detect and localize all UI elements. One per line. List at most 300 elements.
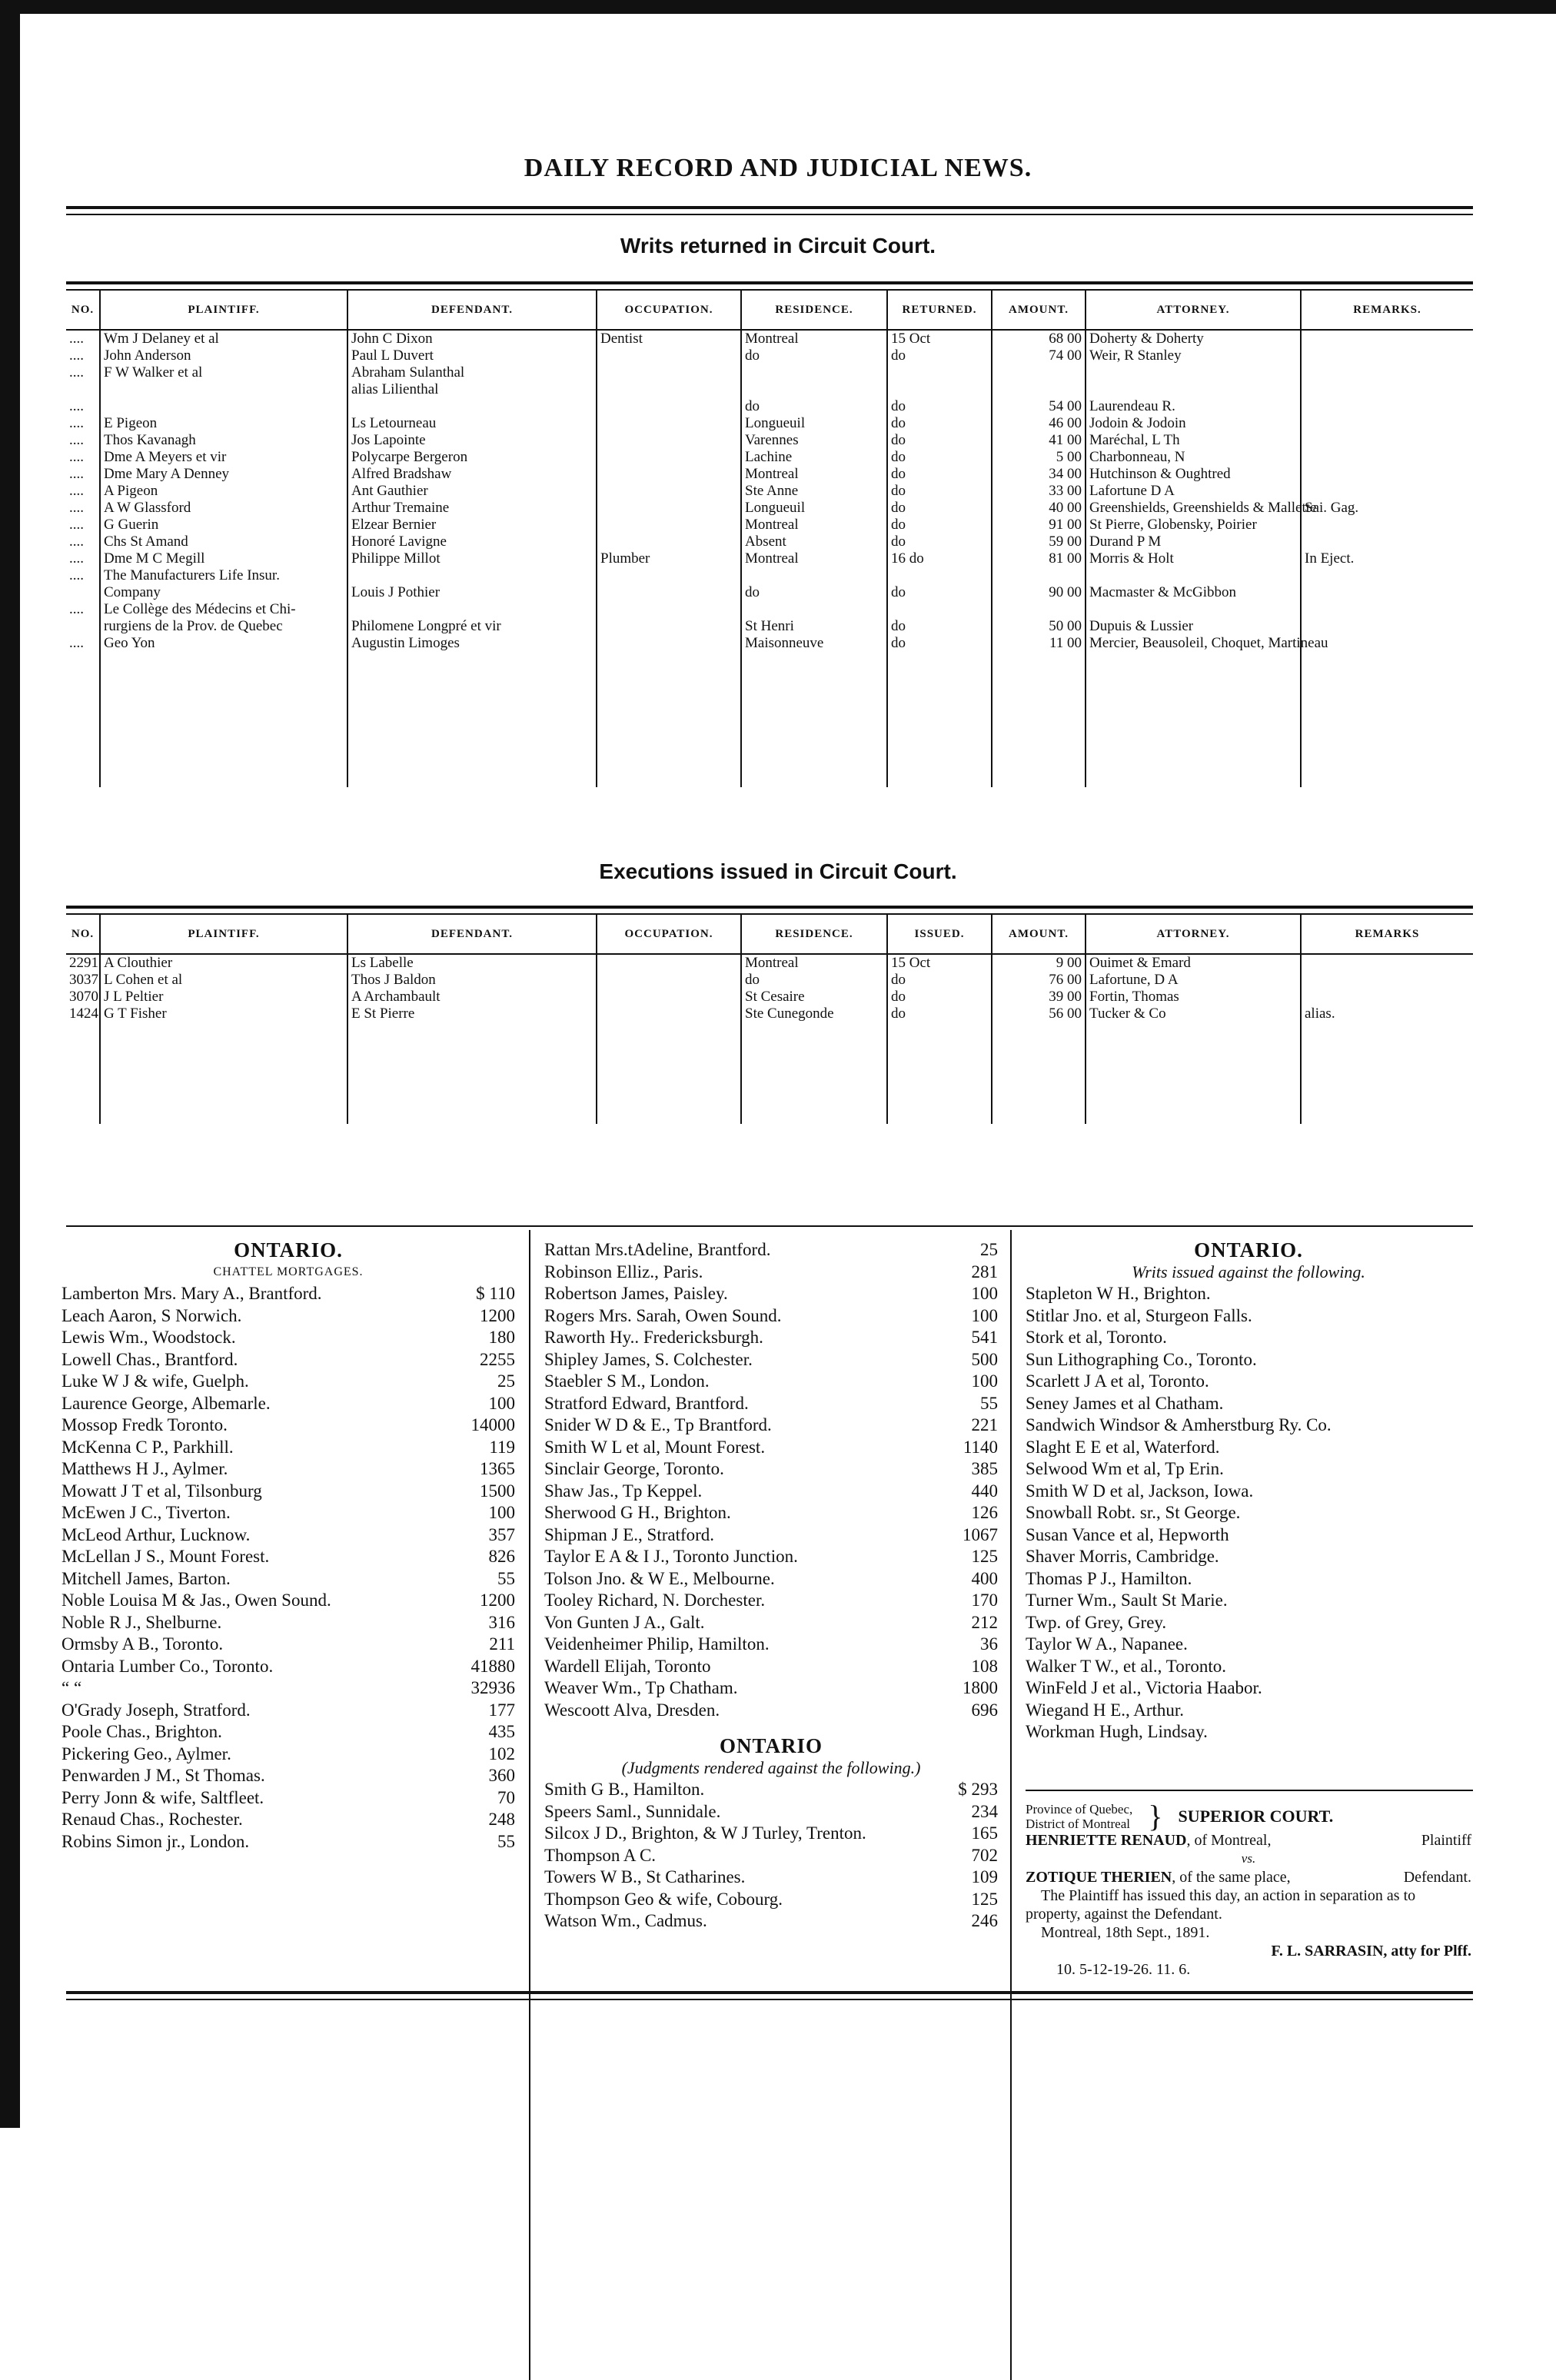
- table-cell: Mercier, Beausoleil, Choquet, Martineau: [1086, 635, 1301, 652]
- table-cell: [741, 364, 887, 381]
- table-cell: 11 00: [992, 635, 1086, 652]
- entry-name: Slaght E E et al, Waterford.: [1026, 1437, 1220, 1457]
- entry-name: Thompson A C.: [544, 1845, 657, 1865]
- list-item: [1026, 1481, 1471, 1503]
- table-cell: E Pigeon: [100, 415, 347, 432]
- table-cell: Paul L Duvert: [347, 347, 597, 364]
- table-cell: Philomene Longpré et vir: [347, 618, 597, 635]
- table-row: [66, 1006, 1473, 1022]
- entry-amount: 100: [971, 1305, 998, 1325]
- blank-cell: [1086, 720, 1301, 736]
- blank-cell: [1301, 753, 1473, 770]
- list-item: [544, 1481, 998, 1503]
- table-cell: [597, 635, 741, 652]
- list-item: [62, 1437, 515, 1459]
- list-item: [544, 1414, 998, 1437]
- list-item: [62, 1743, 515, 1766]
- table-cell: 40 00: [992, 500, 1086, 517]
- entry-amount: 100: [971, 1284, 998, 1303]
- list-item: [1026, 1371, 1471, 1393]
- table-cell: The Manufacturers Life Insur.: [100, 567, 347, 584]
- defendant-residence: , of the same place,: [1172, 1869, 1291, 1886]
- entry-name: Perry Jonn & wife, Saltfleet.: [62, 1787, 264, 1807]
- table-cell: [597, 601, 741, 618]
- entry-name: Staebler S M., London.: [544, 1371, 710, 1391]
- ontario-writs-column: [1026, 1239, 1471, 1743]
- blank-cell: [100, 703, 347, 720]
- blank-cell: [887, 1107, 992, 1124]
- blank-row: [66, 736, 1473, 753]
- table-cell: Louis J Pothier: [347, 584, 597, 601]
- table-cell: [1301, 534, 1473, 550]
- list-item: [62, 1568, 515, 1591]
- table-cell: J L Peltier: [100, 989, 347, 1006]
- entry-name: Lamberton Mrs. Mary A., Brantford.: [62, 1284, 322, 1303]
- table-cell: Montreal: [741, 466, 887, 483]
- list-item: [62, 1327, 515, 1349]
- entry-name: Sinclair George, Toronto.: [544, 1459, 724, 1478]
- table-cell: alias Lilienthal: [347, 381, 597, 398]
- table-cell: do: [887, 432, 992, 449]
- blank-cell: [887, 686, 992, 703]
- table-cell: [597, 415, 741, 432]
- entry-name: Tooley Richard, N. Dorchester.: [544, 1591, 766, 1610]
- insertion-codes: 10. 5-12-19-26. 11. 6.: [1056, 1961, 1191, 1978]
- table-cell: St Henri: [741, 618, 887, 635]
- executions-section-title: Executions issued in Circuit Court.: [599, 859, 957, 883]
- list-item: [62, 1371, 515, 1393]
- table-cell: Alfred Bradshaw: [347, 466, 597, 483]
- table-cell: [100, 398, 347, 415]
- column-header: PLAINTIFF.: [100, 291, 347, 330]
- blank-cell: [741, 720, 887, 736]
- blank-row: [66, 1090, 1473, 1107]
- list-item: [62, 1590, 515, 1612]
- list-item: [62, 1677, 515, 1700]
- table-cell: 41 00: [992, 432, 1086, 449]
- table-cell: Augustin Limoges: [347, 635, 597, 652]
- table-cell: [1301, 330, 1473, 347]
- list-item: [544, 1261, 998, 1284]
- table-cell: [597, 954, 741, 972]
- blank-cell: [66, 1090, 100, 1107]
- table-cell: do: [887, 1006, 992, 1022]
- blank-cell: [100, 1022, 347, 1039]
- entry-name: Smith G B., Hamilton.: [544, 1780, 705, 1799]
- table-cell: Maisonneuve: [741, 635, 887, 652]
- entry-name: Ormsby A B., Toronto.: [62, 1634, 224, 1654]
- list-item: [544, 1656, 998, 1678]
- table-cell: Dme A Meyers et vir: [100, 449, 347, 466]
- table-cell: In Eject.: [1301, 550, 1473, 567]
- table-cell: 15 Oct: [887, 954, 992, 972]
- blank-cell: [347, 1107, 597, 1124]
- table-cell: 15 Oct: [887, 330, 992, 347]
- column-header: DEFENDANT.: [347, 291, 597, 330]
- blank-cell: [741, 1056, 887, 1073]
- entry-name: Robertson James, Paisley.: [544, 1284, 728, 1303]
- table-cell: Wm J Delaney et al: [100, 330, 347, 347]
- table-cell: [1301, 449, 1473, 466]
- blank-row: [66, 669, 1473, 686]
- blank-cell: [992, 1073, 1086, 1090]
- list-item: [1026, 1283, 1471, 1305]
- table-cell: A Clouthier: [100, 954, 347, 972]
- entry-amount: 100: [488, 1393, 515, 1413]
- table-cell: [992, 567, 1086, 584]
- blank-cell: [1301, 1073, 1473, 1090]
- jurisdiction-block: [1026, 1802, 1132, 1831]
- entry-name: Workman Hugh, Lindsay.: [1026, 1722, 1208, 1741]
- entry-amount: 360: [488, 1766, 515, 1785]
- entry-name: Stork et al, Toronto.: [1026, 1328, 1167, 1347]
- blank-cell: [992, 669, 1086, 686]
- blank-cell: [1301, 770, 1473, 787]
- blank-cell: [100, 652, 347, 669]
- table-cell: Dme Mary A Denney: [100, 466, 347, 483]
- blank-cell: [347, 720, 597, 736]
- list-item: [1026, 1700, 1471, 1722]
- blank-cell: [597, 1107, 741, 1124]
- blank-cell: [887, 669, 992, 686]
- blank-row: [66, 753, 1473, 770]
- list-item: [1026, 1677, 1471, 1700]
- entry-amount: 55: [497, 1568, 515, 1588]
- blank-cell: [66, 669, 100, 686]
- list-item: [544, 1590, 998, 1612]
- table-cell: Lachine: [741, 449, 887, 466]
- entry-name: Pickering Geo., Aylmer.: [62, 1743, 231, 1763]
- table-cell: Honoré Lavigne: [347, 534, 597, 550]
- table-row: [66, 466, 1473, 483]
- blank-cell: [887, 736, 992, 753]
- entry-amount: 14000: [470, 1415, 515, 1434]
- entry-name: Noble R J., Shelburne.: [62, 1612, 222, 1632]
- table-cell: Philippe Millot: [347, 550, 597, 567]
- list-item: [62, 1831, 515, 1853]
- blank-cell: [887, 720, 992, 736]
- table-row: [66, 954, 1473, 972]
- table-cell: 68 00: [992, 330, 1086, 347]
- blank-cell: [347, 686, 597, 703]
- table-cell: Ant Gauthier: [347, 483, 597, 500]
- list-item: [62, 1656, 515, 1678]
- table-cell: [597, 347, 741, 364]
- list-item: [62, 1502, 515, 1524]
- table-cell: ....: [69, 331, 84, 347]
- entry-amount: 177: [488, 1700, 515, 1720]
- list-item: [62, 1634, 515, 1656]
- table-cell: 74 00: [992, 347, 1086, 364]
- entry-name: Stratford Edward, Brantford.: [544, 1393, 749, 1413]
- blank-cell: [992, 1039, 1086, 1056]
- table-cell: Absent: [741, 534, 887, 550]
- table-cell: [741, 567, 887, 584]
- blank-cell: [66, 686, 100, 703]
- blank-cell: [887, 1073, 992, 1090]
- blank-cell: [1086, 1090, 1301, 1107]
- blank-cell: [1301, 1090, 1473, 1107]
- table-cell: 33 00: [992, 483, 1086, 500]
- entry-amount: 1200: [480, 1305, 515, 1325]
- plaintiff-label: Plaintiff: [1421, 1832, 1471, 1849]
- table-cell: [597, 567, 741, 584]
- table-row: [66, 534, 1473, 550]
- table-cell: [66, 584, 100, 601]
- table-cell: [597, 483, 741, 500]
- blank-cell: [887, 753, 992, 770]
- entry-name: Twp. of Grey, Grey.: [1026, 1612, 1167, 1632]
- table-cell: [597, 398, 741, 415]
- table-cell: Jos Lapointe: [347, 432, 597, 449]
- table-cell: [597, 449, 741, 466]
- table-cell: Plumber: [597, 550, 741, 567]
- attorney-signature: F. L. SARRASIN, atty for Plff.: [1271, 1943, 1471, 1960]
- blank-cell: [347, 1090, 597, 1107]
- blank-cell: [66, 652, 100, 669]
- table-cell: do: [887, 972, 992, 989]
- table-cell: Abraham Sulanthal: [347, 364, 597, 381]
- list-item: [544, 1634, 998, 1656]
- table-cell: Ouimet & Emard: [1086, 954, 1301, 972]
- table-cell: 5 00: [992, 449, 1086, 466]
- table-cell: Le Collège des Médecins et Chi-: [100, 601, 347, 618]
- table-cell: [66, 618, 100, 635]
- list-item: [1026, 1721, 1471, 1743]
- table-cell: [66, 381, 100, 398]
- entry-amount: 826: [488, 1547, 515, 1566]
- list-item: [544, 1568, 998, 1591]
- table-cell: [1301, 601, 1473, 618]
- entry-name: Noble Louisa M & Jas., Owen Sound.: [62, 1591, 331, 1610]
- table-cell: Thos J Baldon: [347, 972, 597, 989]
- list-item: [1026, 1502, 1471, 1524]
- table-cell: Company: [100, 584, 347, 601]
- table-cell: [347, 567, 597, 584]
- entry-name: Selwood Wm et al, Tp Erin.: [1026, 1459, 1224, 1478]
- blank-cell: [597, 686, 741, 703]
- table-cell: ....: [69, 398, 84, 414]
- table-cell: [1301, 989, 1473, 1006]
- column-header: AMOUNT.: [992, 915, 1086, 954]
- table-cell: [597, 989, 741, 1006]
- blank-cell: [1301, 1056, 1473, 1073]
- blank-cell: [741, 652, 887, 669]
- blank-cell: [597, 1090, 741, 1107]
- entry-name: Ontaria Lumber Co., Toronto.: [62, 1656, 274, 1676]
- entry-name: Renaud Chas., Rochester.: [62, 1810, 243, 1829]
- entry-name: O'Grady Joseph, Stratford.: [62, 1700, 251, 1720]
- blank-row: [66, 1073, 1473, 1090]
- blank-cell: [597, 1039, 741, 1056]
- table-cell: Charbonneau, N: [1086, 449, 1301, 466]
- table-cell: 76 00: [992, 972, 1086, 989]
- table-cell: 34 00: [992, 466, 1086, 483]
- entry-name: McLellan J S., Mount Forest.: [62, 1547, 270, 1566]
- blank-cell: [597, 770, 741, 787]
- blank-row: [66, 703, 1473, 720]
- table-cell: do: [887, 517, 992, 534]
- table-cell: ....: [69, 364, 84, 381]
- table-cell: [347, 601, 597, 618]
- blank-cell: [741, 753, 887, 770]
- list-item: [62, 1700, 515, 1722]
- table-cell: John Anderson: [100, 347, 347, 364]
- list-item: [1026, 1458, 1471, 1481]
- table-cell: [887, 364, 992, 381]
- table-cell: [1301, 432, 1473, 449]
- table-cell: Lafortune, D A: [1086, 972, 1301, 989]
- blank-cell: [887, 1039, 992, 1056]
- table-row: [66, 635, 1473, 652]
- table-cell: 3070: [69, 989, 98, 1005]
- table-cell: [1301, 466, 1473, 483]
- list-item: [62, 1721, 515, 1743]
- entry-name: McKenna C P., Parkhill.: [62, 1437, 234, 1457]
- column-divider-1: [529, 1230, 530, 2380]
- ontario-writs-heading: ONTARIO.: [1194, 1238, 1303, 1261]
- blank-cell: [1301, 1107, 1473, 1124]
- table-cell: Ls Labelle: [347, 954, 597, 972]
- entry-amount: 36: [980, 1634, 998, 1654]
- list-item: [544, 1239, 998, 1261]
- table-cell: Jodoin & Jodoin: [1086, 415, 1301, 432]
- column-header: ATTORNEY.: [1086, 915, 1301, 954]
- entry-name: Shaw Jas., Tp Keppel.: [544, 1481, 703, 1501]
- table-cell: Tucker & Co: [1086, 1006, 1301, 1022]
- blank-cell: [992, 686, 1086, 703]
- blank-cell: [347, 770, 597, 787]
- blank-cell: [1086, 669, 1301, 686]
- table-cell: 46 00: [992, 415, 1086, 432]
- list-item: [544, 1910, 998, 1933]
- list-item: [1026, 1393, 1471, 1415]
- list-item: [544, 1305, 998, 1328]
- list-item: [544, 1327, 998, 1349]
- entry-amount: 100: [971, 1371, 998, 1391]
- entry-name: Taylor W A., Napanee.: [1026, 1634, 1188, 1654]
- table-cell: Durand P M: [1086, 534, 1301, 550]
- blank-cell: [100, 1039, 347, 1056]
- blank-cell: [66, 753, 100, 770]
- entry-name: Wardell Elijah, Toronto: [544, 1656, 711, 1676]
- table-row: [66, 330, 1473, 347]
- table-row: [66, 432, 1473, 449]
- blank-cell: [100, 1090, 347, 1107]
- blank-cell: [597, 703, 741, 720]
- superior-court-title: SUPERIOR COURT.: [1178, 1807, 1334, 1826]
- table-cell: do: [887, 618, 992, 635]
- table-cell: 59 00: [992, 534, 1086, 550]
- blank-cell: [66, 720, 100, 736]
- list-item: [62, 1524, 515, 1547]
- blank-cell: [347, 736, 597, 753]
- table-cell: ....: [69, 550, 84, 567]
- scan-border-left: [0, 0, 20, 2128]
- list-item: [1026, 1524, 1471, 1547]
- table-cell: Montreal: [741, 550, 887, 567]
- list-item: [544, 1393, 998, 1415]
- table-cell: 50 00: [992, 618, 1086, 635]
- blank-cell: [347, 669, 597, 686]
- blank-cell: [741, 770, 887, 787]
- table-cell: do: [887, 584, 992, 601]
- entry-name: Shipman J E., Stratford.: [544, 1524, 715, 1544]
- table-cell: Polycarpe Bergeron: [347, 449, 597, 466]
- ontario-middle-column: [544, 1239, 998, 1933]
- entry-amount: 108: [971, 1656, 998, 1676]
- blank-cell: [347, 753, 597, 770]
- column-header: NO.: [66, 915, 100, 954]
- table-cell: St Pierre, Globensky, Poirier: [1086, 517, 1301, 534]
- entry-amount: 25: [980, 1240, 998, 1259]
- list-item: [62, 1612, 515, 1634]
- entry-name: Speers Saml., Sunnidale.: [544, 1801, 721, 1821]
- table-row: [66, 618, 1473, 635]
- list-item: [544, 1612, 998, 1634]
- blank-cell: [992, 1056, 1086, 1073]
- entry-amount: 126: [971, 1503, 998, 1522]
- table-cell: do: [741, 347, 887, 364]
- blank-cell: [1301, 669, 1473, 686]
- table-cell: 81 00: [992, 550, 1086, 567]
- entry-amount: 500: [971, 1349, 998, 1369]
- table-cell: Greenshields, Greenshields & Mallette: [1086, 500, 1301, 517]
- list-item: [1026, 1568, 1471, 1591]
- writs-section-title: Writs returned in Circuit Court.: [620, 234, 936, 258]
- blank-cell: [100, 1056, 347, 1073]
- table-cell: [1086, 364, 1301, 381]
- blank-cell: [1301, 736, 1473, 753]
- entry-amount: 102: [488, 1743, 515, 1763]
- defendant-name: ZOTIQUE THERIEN: [1026, 1869, 1172, 1886]
- table-cell: [887, 567, 992, 584]
- table-row: [66, 483, 1473, 500]
- table-cell: 2291: [69, 955, 98, 971]
- table-cell: [1301, 364, 1473, 381]
- notice-date: Montreal, 18th Sept., 1891.: [1041, 1924, 1210, 1941]
- entry-name: Veidenheimer Philip, Hamilton.: [544, 1634, 770, 1654]
- entry-name: Rattan Mrs.tAdeline, Brantford.: [544, 1240, 771, 1259]
- blank-cell: [66, 1107, 100, 1124]
- list-item: [544, 1283, 998, 1305]
- entry-name: Snowball Robt. sr., St George.: [1026, 1503, 1241, 1522]
- table-cell: Geo Yon: [100, 635, 347, 652]
- list-item: [62, 1305, 515, 1328]
- blank-cell: [741, 1090, 887, 1107]
- table-cell: do: [887, 483, 992, 500]
- blank-cell: [1086, 1107, 1301, 1124]
- table-cell: 16 do: [887, 550, 992, 567]
- entry-name: Walker T W., et al., Toronto.: [1026, 1656, 1227, 1676]
- list-item: [544, 1349, 998, 1371]
- column-header: DEFENDANT.: [347, 915, 597, 954]
- blank-cell: [100, 686, 347, 703]
- chattel-mortgages-column: [62, 1239, 515, 1853]
- list-item: [1026, 1349, 1471, 1371]
- entry-name: Poole Chas., Brighton.: [62, 1722, 222, 1741]
- column-divider-2: [1010, 1230, 1012, 2380]
- blank-row: [66, 1056, 1473, 1073]
- table-cell: 91 00: [992, 517, 1086, 534]
- entry-name: “ “: [62, 1678, 82, 1697]
- table-cell: Maréchal, L Th: [1086, 432, 1301, 449]
- table-cell: Dupuis & Lussier: [1086, 618, 1301, 635]
- list-item: [62, 1787, 515, 1810]
- entry-name: Stitlar Jno. et al, Sturgeon Falls.: [1026, 1305, 1252, 1325]
- entry-name: Thomas P J., Hamilton.: [1026, 1568, 1192, 1588]
- table-cell: Thos Kavanagh: [100, 432, 347, 449]
